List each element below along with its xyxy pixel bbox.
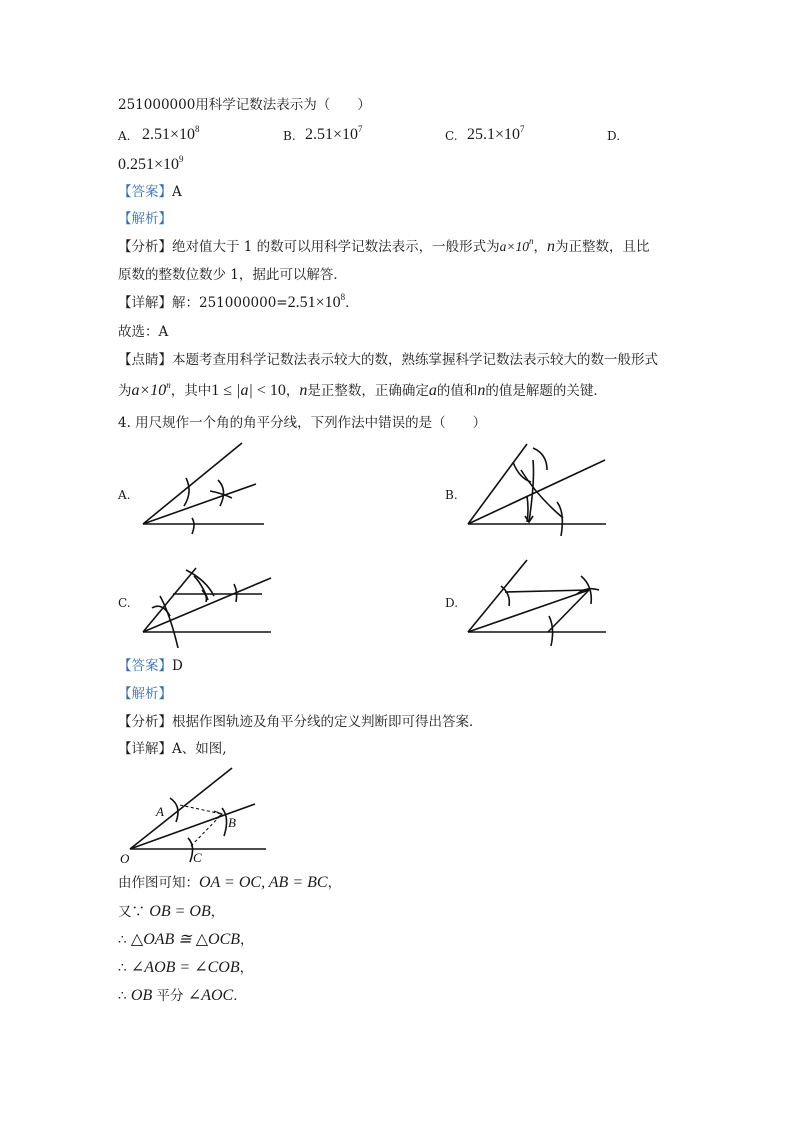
q4-figure-a	[140, 440, 270, 540]
q3-option-b-value: $2.51\times 10^7$	[305, 124, 363, 143]
point-label-a: A	[156, 804, 164, 819]
point-label-b: B	[228, 815, 236, 830]
q4-proof-line1: 由作图可知：OA = OC, AB = BC，	[118, 874, 342, 891]
q4-proof-line2: 又∵ OB = OB，	[118, 903, 225, 920]
q4-figure-b	[465, 440, 615, 540]
q4-figure-c	[140, 556, 280, 656]
q3-choose: 故选：A	[118, 324, 169, 340]
q3-option-c-label: C.	[445, 129, 458, 143]
q3-option-a-label: A.	[118, 129, 131, 143]
q3-comment-line2: 为$a\times 10^n$，其中1 ≤ |a| < 10，n是正整数，正确确定a的值和n的值是解题的关键．	[118, 380, 607, 399]
q4-figure-d	[465, 556, 615, 656]
q3-stem: 251000000用科学记数法表示为（ ）	[118, 97, 371, 113]
q3-fenxi-line2: 原数的整数位数少 1，据此可以解答．	[118, 267, 347, 283]
q3-answer: 【答案】A	[118, 184, 182, 200]
q4-figure-b-label: B.	[445, 488, 458, 502]
q4-answer: 【答案】D	[118, 658, 183, 674]
q3-option-c-value: $25.1\times 10^7$	[467, 124, 525, 143]
q3-detail: 【详解】解：$251000000=2.51\times 10^8$．	[118, 292, 359, 311]
q3-option-b-label: B.	[283, 129, 296, 143]
q4-detail-figure	[118, 764, 278, 864]
q4-proof-line4: ∴ ∠AOB = ∠COB，	[118, 959, 254, 976]
point-label-o: O	[120, 851, 130, 866]
q3-comment-line1: 【点睛】本题考查用科学记数法表示较大的数，熟练掌握科学记数法表示较大的数一般形式	[118, 352, 658, 368]
q4-analysis-tag: 【解析】	[118, 686, 172, 702]
q4-figure-a-label: A.	[118, 488, 131, 502]
q4-detail: 【详解】A、如图,	[118, 741, 227, 757]
q3-analysis-tag: 【解析】	[118, 211, 172, 227]
q4-fenxi: 【分析】根据作图轨迹及角平分线的定义判断即可得出答案．	[118, 714, 483, 730]
q3-option-a-value: $2.51\times 10^8$	[142, 124, 200, 143]
point-label-c: C	[193, 850, 202, 865]
q3-option-d-label: D.	[607, 129, 621, 143]
q3-fenxi-line1: 【分析】绝对值大于 1 的数可以用科学记数法表示，一般形式为$a\times 10^n$，n为正整数，且比	[118, 236, 650, 255]
q4-figure-c-label: C.	[118, 596, 131, 610]
q4-figure-d-label: D.	[445, 596, 459, 610]
q4-stem: 4. 用尺规作一个角的角平分线，下列作法中错误的是（ ）	[118, 415, 487, 431]
q4-proof-line3: ∴ △OAB ≅ △OCB，	[118, 931, 254, 948]
q4-proof-line5: ∴ OB 平分 ∠AOC．	[118, 987, 247, 1004]
q3-option-d-value: $0.251\times 10^9$	[118, 154, 184, 173]
